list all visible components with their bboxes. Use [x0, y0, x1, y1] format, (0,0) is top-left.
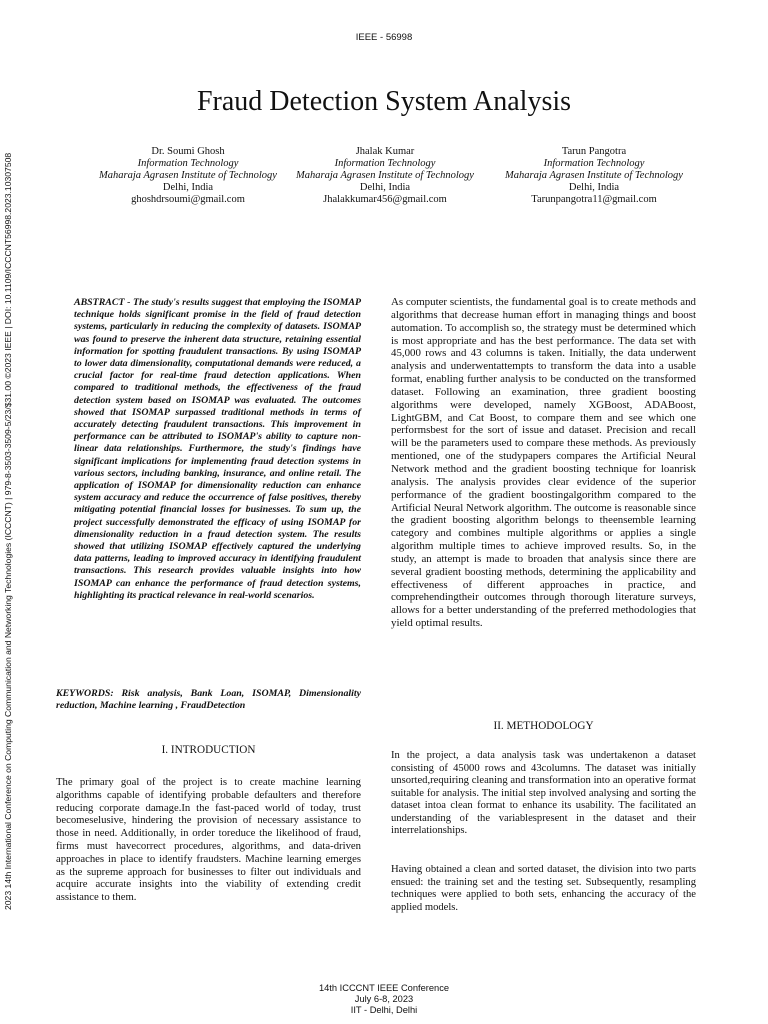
keywords: KEYWORDS: Risk analysis, Bank Loan, ISOMAP, Dimensionality reduction, Machine learning , FraudDetection — [56, 688, 361, 712]
conference-footer — [0, 983, 768, 1016]
author-location: Delhi, India — [359, 182, 411, 193]
doi-side-note: 2023 14th International Conference on Computing Communication and Networking Technologies (ICCCNT) | 979-8-3503-3509-5/23/$31.00 ©2023 IEEE | DOI: 10.1109/ICCCNT56998.2023.10307508 — [3, 152, 13, 910]
author-block-2 — [285, 146, 485, 206]
introduction-heading: I. INTRODUCTION — [161, 744, 256, 756]
author-email[interactable]: Jhalakkumar456@gmail.com — [323, 194, 447, 205]
conference-id-header: IEEE - 56998 — [355, 32, 413, 43]
author-block-3 — [494, 146, 694, 206]
author-name: Dr. Soumi Ghosh — [151, 146, 225, 157]
abstract — [56, 297, 361, 602]
introduction-continued-paragraph: As computer scientists, the fundamental goal is to create methods and algorithms that decrease human effort in managing things and boost automation. To accomplish so, the strategy must be determined which is most appropriate and has the best performance. The data set with 45,000 rows and 43 columns is taken. Initially, the data underwent analysis and underwentattempts to transform the data into a usable format, enabling further analysis to be conducted on the transformed dataset. Following an examination, three gradient boosting algorithms were developed, namely XGBoost, ADABoost, LightGBM, and Cat Boost, to compare them and see which one performsbest for the sort of issue and dataset. Precision and recall will be the parameters used to compare these methods. As previously mentioned, one of the studypapers compares the Artificial Neural Network method and the gradient boosting technique for loanrisk analysis. The analysis provides clear evidence of the superior performance of the gradient boostingalgorithm compared to the Artificial Neural Network algorithm. The outcome is reasonable since the gradient boosting algorithm belongs to theensemble learning category and combines multiple algorithms or applies a single algorithm multiple times to achieve improved results. So, in the study, an attempt is made to broaden that analysis since there are several gradient boosting methods, determining the applicability and effectiveness of different approaches in practice, and comprehendingtheir outcomes through thorough literature surveys, allows for a better understanding of the preferred methodologies that yield optimal results. — [391, 296, 696, 630]
author-name: Tarun Pangotra — [561, 146, 627, 157]
author-department: Information Technology — [334, 158, 436, 169]
methodology-heading: II. METHODOLOGY — [493, 720, 594, 732]
author-department: Information Technology — [543, 158, 645, 169]
introduction-paragraph: The primary goal of the project is to create machine learning algorithms capable of identifying probable defaulters and therefore reducing corporate damage.In the fast-paced world of today, trust becomeselusive, hindering the provision of necessary assistance to those in need. Additionally, in order toreduce the likelihood of fraud, firms must havecorrect procedures, algorithms, and data-driven approaches in place to identify fraudsters. Machine learning emerges as the supreme approach for businesses to filter out individuals and acquire accurate insights into the viability of extending credit assistance to them. — [56, 776, 361, 904]
footer-dates: July 6-8, 2023 — [354, 994, 414, 1004]
author-email[interactable]: ghoshdrsoumi@gmail.com — [131, 194, 245, 205]
author-block-1 — [88, 146, 288, 206]
author-location: Delhi, India — [162, 182, 214, 193]
author-institute: Maharaja Agrasen Institute of Technology — [99, 170, 277, 181]
author-institute: Maharaja Agrasen Institute of Technology — [296, 170, 474, 181]
author-name: Jhalak Kumar — [355, 146, 415, 157]
abstract-text: ABSTRACT - The study's results suggest that employing the ISOMAP technique holds significant promise in the field of fraud detection systems, particularly in reducing the complexity of datasets. ISOMAP was found to preserve the inherent data structure, retaining essential information for spotting fraudulent transactions. By using ISOMAP to lower data dimensionality, computational demands were reduced, a crucial factor for real-time fraud detection applications. When compared to traditional methods, the effectiveness of the fraud detection system based on ISOMAP was evaluated. The outcomes showed that ISOMAP surpassed traditional methods in terms of accurately detecting fraudulent transactions. This improvement in performance can be attributed to ISOMAP's ability to capture non-linear data relationships. Furthermore, the study's findings have significant implications for implementing fraud detection systems in various sectors, including banking, insurance, and online retail. The application of ISOMAP for dimensionality reduction can enhance system accuracy and reduce the occurrence of false positives, thereby mitigating potential financial losses for businesses. To sum up, the project successfully demonstrated the efficacy of using ISOMAP for dimensionality reduction in a fraud detection system. The results showed that utilizing ISOMAP effectively captured the underlying data patterns, leading to improved accuracy in identifying fraudulent transactions. This research provides valuable insights into how ISOMAP can enhance the performance of fraud detection systems, highlighting its practical relevance in real-world scenarios. — [74, 297, 361, 601]
methodology-paragraph-2: Having obtained a clean and sorted dataset, the division into two parts ensued: the training set and the testing set. Subsequently, resampling techniques were applied to both sets, enhancing the accuracy of the applied models. — [391, 864, 696, 913]
author-institute: Maharaja Agrasen Institute of Technology — [505, 170, 683, 181]
author-email[interactable]: Tarunpangotra11@gmail.com — [531, 194, 657, 205]
footer-conference: 14th ICCCNT IEEE Conference — [318, 983, 450, 993]
methodology-paragraph-1: In the project, a data analysis task was undertakenon a dataset consisting of 45000 rows and 43columns. The dataset was initially unsorted,requiring cleaning and transformation into an operative format suitable for analysis. The initial step involved analysing and sorting the dataset intoa clean format to enhance its usability. The facilitated an understanding of the variablespresent in the dataset and their interrelationships. — [391, 750, 696, 836]
paper-title: Fraud Detection System Analysis — [196, 86, 572, 117]
footer-venue: IIT - Delhi, Delhi — [350, 1005, 418, 1015]
author-location: Delhi, India — [568, 182, 620, 193]
author-department: Information Technology — [137, 158, 239, 169]
